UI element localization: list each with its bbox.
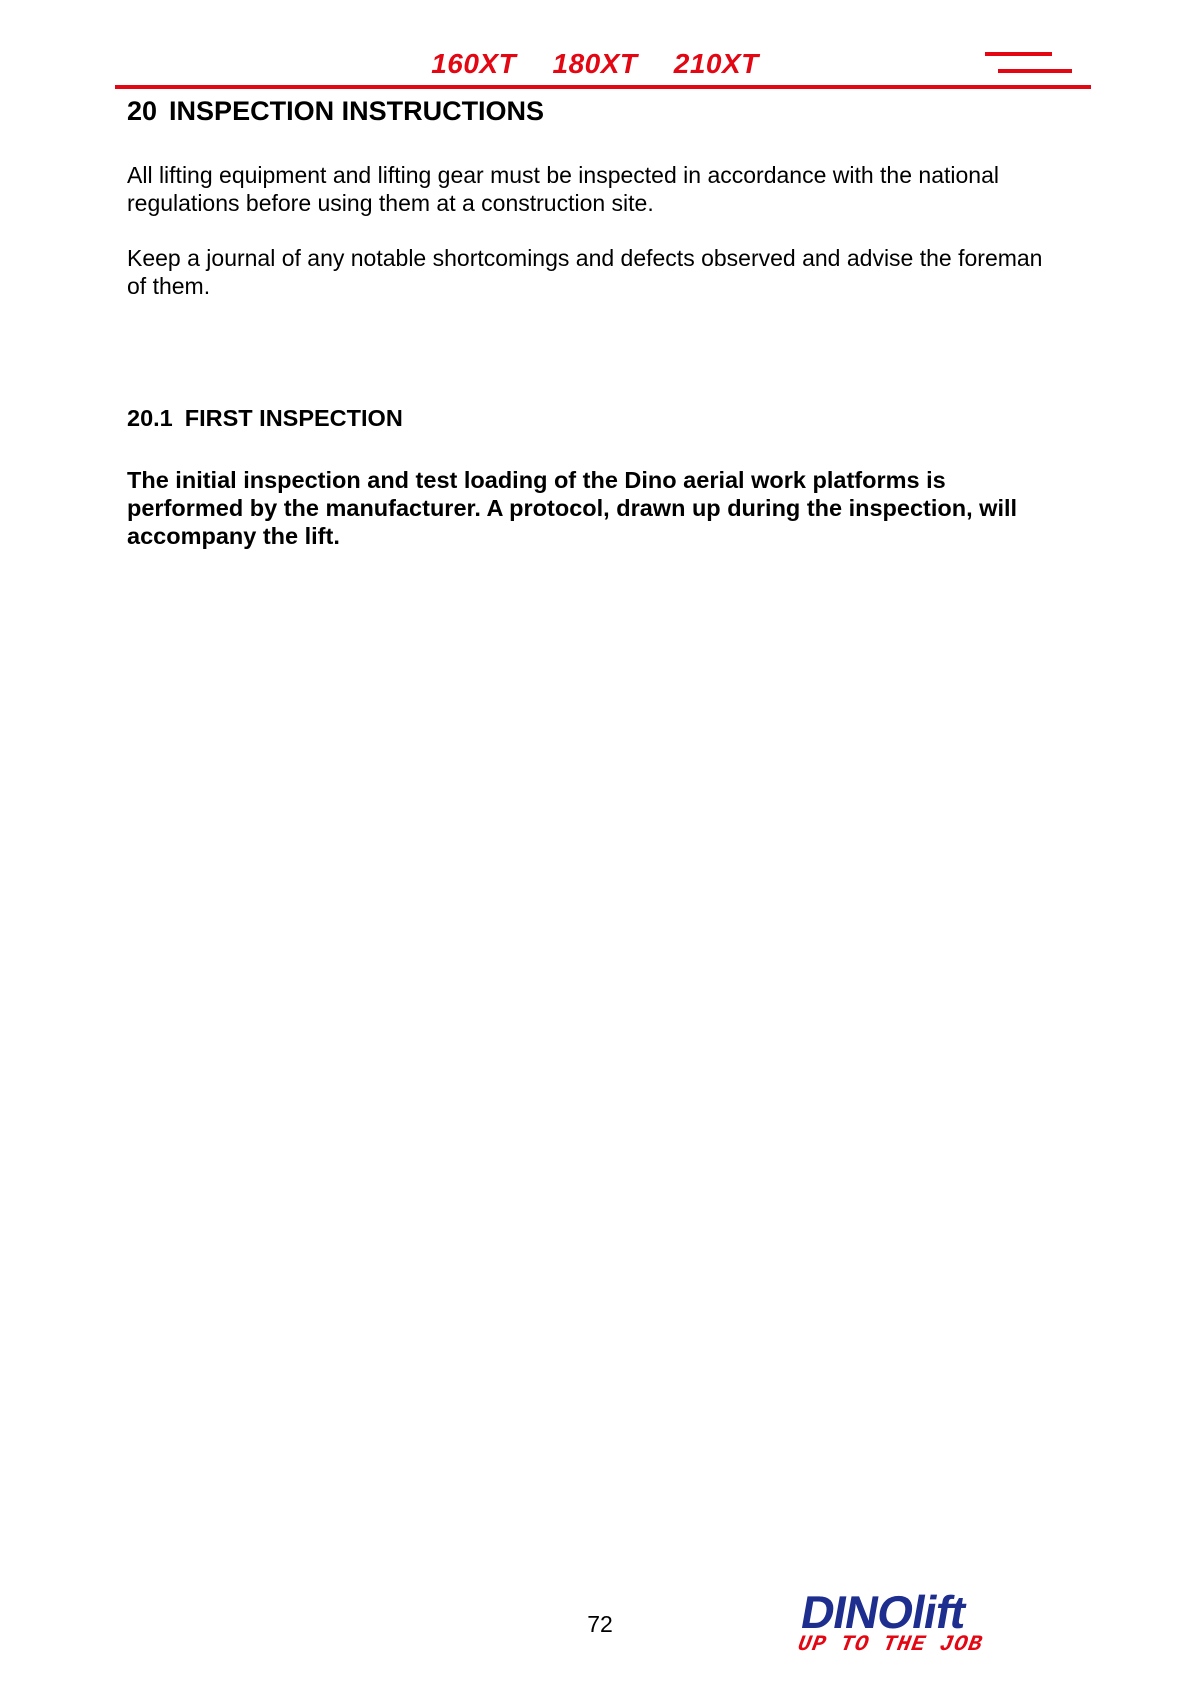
logo-brand-text: DINOlift (797, 1588, 970, 1638)
body-paragraph: Keep a journal of any notable shortcomings and defects observed and advise the foreman of them. (127, 245, 1043, 299)
dinolift-logo (796, 1588, 1006, 1658)
section-heading (127, 96, 544, 127)
section-number: 20 (127, 96, 158, 126)
model-label: 210XT (673, 48, 759, 79)
header-divider (115, 85, 1091, 89)
logo-graphic (796, 1588, 1006, 1658)
page-number: 72 (587, 1611, 613, 1637)
subsection-paragraph: The initial inspection and test loading of the Dino aerial work platforms is performed by the manufacturer. A protocol, drawn up during the inspection, will accompany the lift. (127, 467, 1018, 549)
header-mark-line (998, 69, 1072, 73)
subsection-title: FIRST INSPECTION (184, 405, 403, 431)
header-mark-line (985, 52, 1052, 56)
subsection-number: 20.1 (127, 405, 173, 431)
model-label: 180XT (552, 48, 638, 79)
model-label: 160XT (431, 48, 517, 79)
logo-tagline-text: UP TO THE JOB (796, 1632, 985, 1657)
subsection-heading (127, 405, 403, 432)
body-paragraph: All lifting equipment and lifting gear must be inspected in accordance with the national regulations before using them at a construction site. (127, 162, 999, 216)
section-title: INSPECTION INSTRUCTIONS (169, 96, 545, 126)
